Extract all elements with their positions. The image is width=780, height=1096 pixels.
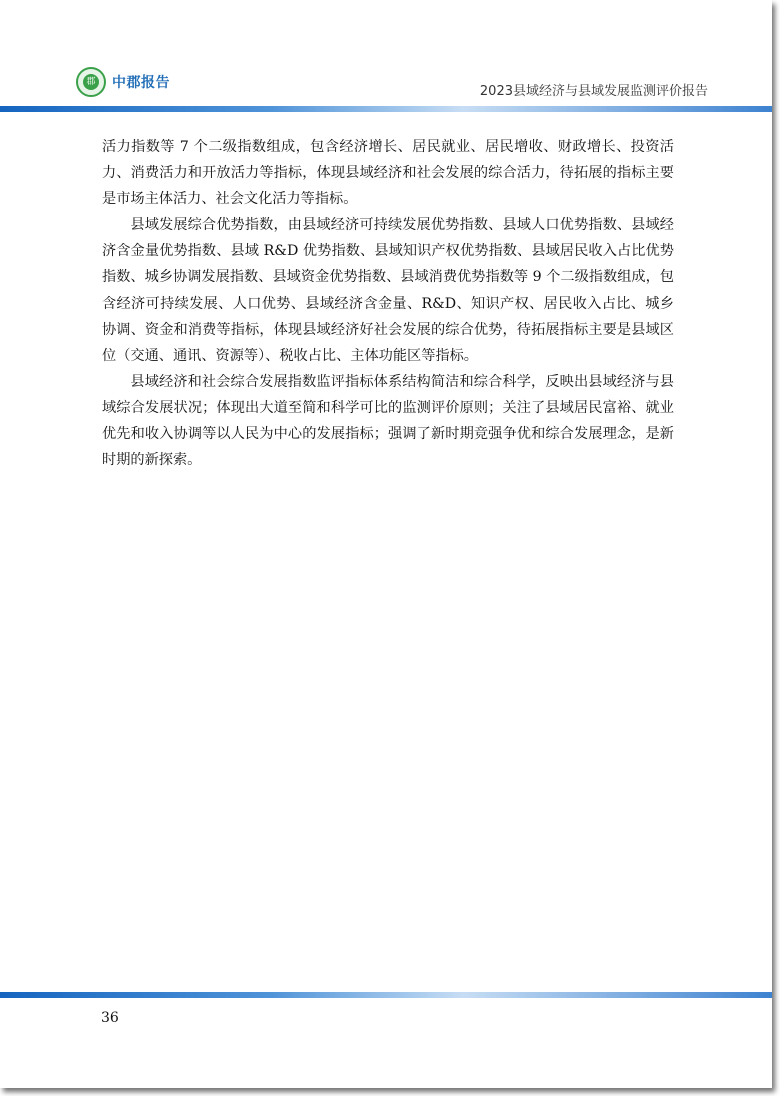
paragraph: 活力指数等 7 个二级指数组成，包含经济增长、居民就业、居民增收、财政增长、投资活力、消费活力和开放活力等指标，体现县域经济和社会发展的综合活力，待拓展的指标主要是市场主体活力、社会文化活力等指标。	[102, 139, 674, 208]
header-divider	[0, 106, 772, 112]
report-title: 2023县域经济与县域发展监测评价报告	[479, 84, 708, 99]
page-number: 36	[101, 1010, 119, 1026]
body-text	[102, 134, 674, 473]
logo-emblem-icon	[76, 67, 106, 97]
brand-logo	[76, 67, 170, 97]
footer-divider	[0, 992, 772, 998]
logo-text: 中郡报告	[112, 75, 170, 91]
paragraph: 县域发展综合优势指数，由县域经济可持续发展优势指数、县域人口优势指数、县域经济含金量优势指数、县域 R&D 优势指数、县域知识产权优势指数、县域居民收入占比优势指数、城乡协调发展指数、县域资金优势指数、县域消费优势指数等 9 个二级指数组成，包含经济可持续发展、人口优势、县域经济含金量、R&D、知识产权、居民收入占比、城乡协调、资金和消费等指标，体现县域经济好社会发展的综合优势，待拓展指标主要是县域区位（交通、通讯、资源等）、税收占比、主体功能区等指标。	[102, 217, 674, 364]
logo-emblem-glyph: 郡	[83, 74, 99, 90]
paragraph: 县域经济和社会综合发展指数监评指标体系结构简洁和综合科学，反映出县域经济与县域综合发展状况；体现出大道至简和科学可比的监测评价原则；关注了县域居民富裕、就业优先和收入协调等以人民为中心的发展指标；强调了新时期竞强争优和综合发展理念，是新时期的新探索。	[102, 373, 674, 469]
